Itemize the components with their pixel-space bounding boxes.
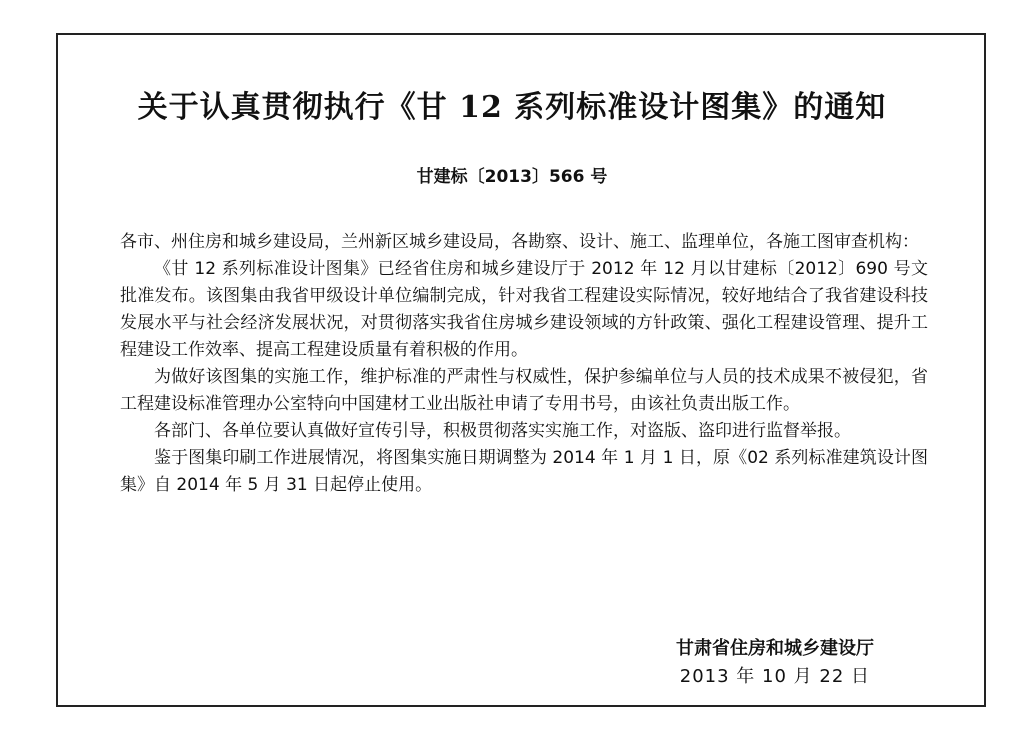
- salutation: 各市、州住房和城乡建设局，兰州新区城乡建设局，各勘察、设计、施工、监理单位，各施工图审查机构：: [120, 232, 919, 252]
- issue-date: 2013 年 10 月 22 日: [679, 666, 870, 687]
- paragraph-4: 鉴于图集印刷工作进展情况，将图集实施日期调整为 2014 年 1 月 1 日，原《02 系列标准建筑设计图集》自 2014 年 5 月 31 日起停止使用。: [120, 448, 928, 495]
- notice-title: 关于认真贯彻执行《甘 12 系列标准设计图集》的通知: [137, 90, 887, 125]
- paragraph-1: 《甘 12 系列标准设计图集》已经省住房和城乡建设厅于 2012 年 12 月以甘建标〔2012〕690 号文批准发布。该图集由我省甲级设计单位编制完成，针对我省工程建设实际情况，较好地结合了我省建设科技发展水平与社会经济发展状况，对贯彻落实我省住房城乡建设领域的方针政策、强化工程建设管理、提升工程建设工作效率、提高工程建设质量有着积极的作用。: [120, 259, 928, 360]
- issuing-authority: 甘肃省住房和城乡建设厅: [676, 638, 874, 659]
- paragraph-2: 为做好该图集的实施工作，维护标准的严肃性与权威性，保护参编单位与人员的技术成果不被侵犯，省工程建设标准管理办公室特向中国建材工业出版社申请了专用书号，由该社负责出版工作。: [120, 367, 928, 414]
- notice-body: [120, 229, 928, 499]
- paragraph-3: 各部门、各单位要认真做好宣传引导，积极贯彻落实实施工作，对盗版、盗印进行监督举报。: [154, 421, 851, 441]
- document-number: 甘建标〔2013〕566 号: [416, 167, 608, 187]
